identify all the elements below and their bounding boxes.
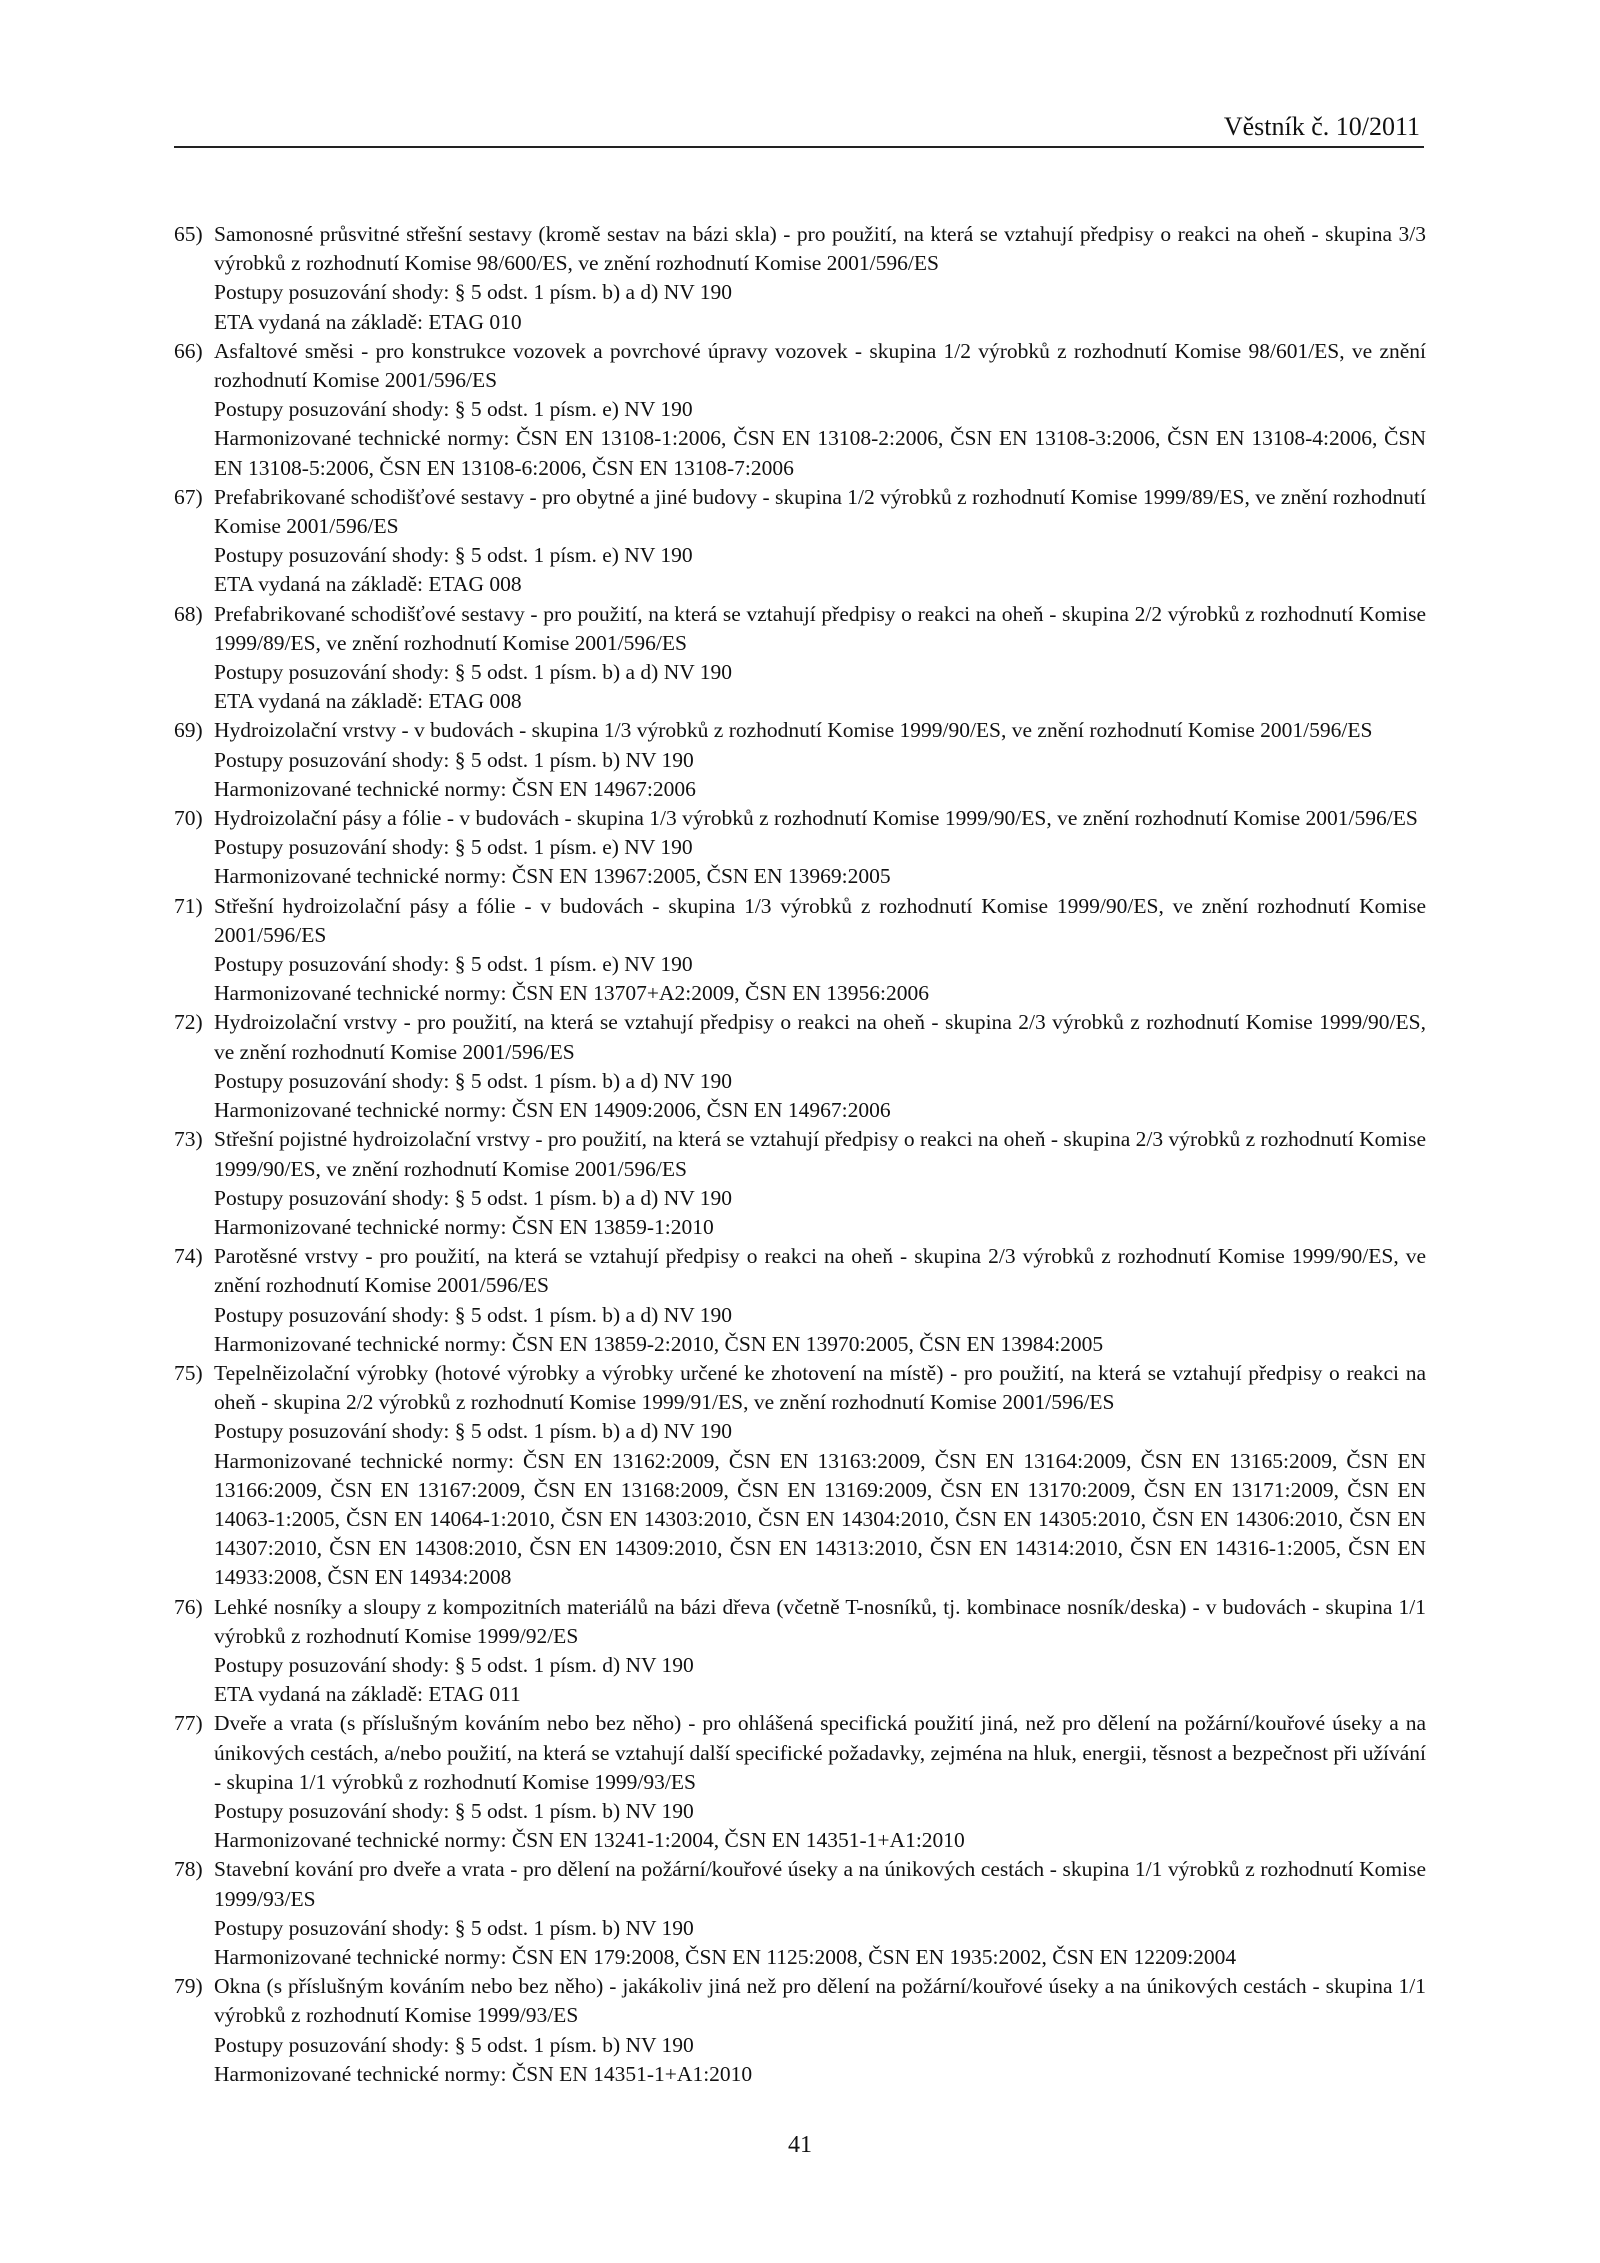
- standards-line: Harmonizované technické normy: ČSN EN 13859-1:2010: [214, 1214, 714, 1239]
- standards-line: Harmonizované technické normy: ČSN EN 13108-1:2006, ČSN EN 13108-2:2006, ČSN EN 13108-3:2006, ČSN EN 13108-4:2006, ČSN EN 13108-5:2006, ČSN EN 13108-6:2006, ČSN EN 13108-7:2006: [214, 426, 1426, 480]
- item-body: [214, 716, 1426, 804]
- conformity-assessment-line: Postupy posuzování shody: § 5 odst. 1 písm. e) NV 190: [214, 397, 693, 422]
- list-item: [174, 1593, 1426, 1710]
- item-body: [214, 1593, 1426, 1710]
- item-number: 68): [174, 601, 203, 626]
- item-description: Prefabrikované schodišťové sestavy - pro obytné a jiné budovy - skupina 1/2 výrobků z rozhodnutí Komise 1999/89/ES, ve znění rozhodnutí Komise 2001/596/ES: [214, 484, 1426, 539]
- list-item: [174, 1709, 1426, 1855]
- item-description: Dveře a vrata (s příslušným kováním nebo bez něho) - pro ohlášená specifická použití jiná, než pro dělení na požární/kouřové úseky a na únikových cestách, a/nebo použití, na která se vztahují další specifické požadavky, zejména na hluk, energii, těsnost a bezpečnost při užívání - skupina 1/1 výrobků z rozhodnutí Komise 1999/93/ES: [214, 1711, 1426, 1794]
- item-body: [214, 1008, 1426, 1125]
- conformity-assessment-line: Postupy posuzování shody: § 5 odst. 1 písm. b) a d) NV 190: [214, 1185, 732, 1210]
- list-item: [174, 1855, 1426, 1972]
- item-body: [214, 220, 1426, 337]
- standards-line: ETA vydaná na základě: ETAG 008: [214, 572, 522, 597]
- conformity-assessment-line: Postupy posuzování shody: § 5 odst. 1 písm. e) NV 190: [214, 952, 693, 977]
- item-body: [214, 892, 1426, 1009]
- list-item: [174, 1359, 1426, 1593]
- item-number: 70): [174, 806, 203, 831]
- item-description: Střešní pojistné hydroizolační vrstvy - pro použití, na která se vztahují předpisy o reakci na oheň - skupina 2/3 výrobků z rozhodnutí Komise 1999/90/ES, ve znění rozhodnutí Komise 2001/596/ES: [214, 1127, 1426, 1181]
- item-number: 74): [174, 1244, 203, 1269]
- standards-line: Harmonizované technické normy: ČSN EN 13162:2009, ČSN EN 13163:2009, ČSN EN 13164:2009, ČSN EN 13165:2009, ČSN EN 13166:2009, ČSN EN 13167:2009, ČSN EN 13168:2009, ČSN EN 13169:2009, ČSN EN 13170:2009, ČSN EN 13171:2009, ČSN EN 14063-1:2005, ČSN EN 14064-1:2010, ČSN EN 14303:2010, ČSN EN 14304:2010, ČSN EN 14305:2010, ČSN EN 14306:2010, ČSN EN 14307:2010, ČSN EN 14308:2010, ČSN EN 14309:2010, ČSN EN 14313:2010, ČSN EN 14314:2010, ČSN EN 14316-1:2005, ČSN EN 14933:2008, ČSN EN 14934:2008: [214, 1448, 1426, 1590]
- conformity-assessment-line: Postupy posuzování shody: § 5 odst. 1 písm. b) NV 190: [214, 2032, 694, 2057]
- item-description: Samonosné průsvitné střešní sestavy (kromě sestav na bázi skla) - pro použití, na která se vztahují předpisy o reakci na oheň - skupina 3/3 výrobků z rozhodnutí Komise 98/600/ES, ve znění rozhodnutí Komise 2001/596/ES: [214, 222, 1426, 276]
- item-description: Hydroizolační vrstvy - v budovách - skupina 1/3 výrobků z rozhodnutí Komise 1999/90/ES, ve znění rozhodnutí Komise 2001/596/ES: [214, 718, 1373, 743]
- standards-line: ETA vydaná na základě: ETAG 010: [214, 309, 522, 334]
- standards-line: Harmonizované technické normy: ČSN EN 14967:2006: [214, 776, 696, 801]
- list-item: [174, 804, 1426, 892]
- list-item: [174, 1008, 1426, 1125]
- item-body: [214, 1125, 1426, 1242]
- item-description: Střešní hydroizolační pásy a fólie - v budovách - skupina 1/3 výrobků z rozhodnutí Komise 1999/90/ES, ve znění rozhodnutí Komise 2001/596/ES: [214, 893, 1426, 947]
- conformity-assessment-line: Postupy posuzování shody: § 5 odst. 1 písm. e) NV 190: [214, 835, 693, 860]
- item-description: Hydroizolační vrstvy - pro použití, na která se vztahují předpisy o reakci na oheň - skupina 2/3 výrobků z rozhodnutí Komise 1999/90/ES, ve znění rozhodnutí Komise 2001/596/ES: [214, 1010, 1426, 1064]
- item-description: Hydroizolační pásy a fólie - v budovách - skupina 1/3 výrobků z rozhodnutí Komise 1999/90/ES, ve znění rozhodnutí Komise 2001/596/ES: [214, 806, 1418, 831]
- standards-line: Harmonizované technické normy: ČSN EN 14909:2006, ČSN EN 14967:2006: [214, 1098, 891, 1123]
- item-description: Okna (s příslušným kováním nebo bez něho) - jakákoliv jiná než pro dělení na požární/kouřové úseky a na únikových cestách - skupina 1/1 výrobků z rozhodnutí Komise 1999/93/ES: [214, 1974, 1426, 2028]
- item-body: [214, 1855, 1426, 1972]
- list-item: [174, 337, 1426, 483]
- item-number: 65): [174, 222, 203, 246]
- list-item: [174, 1125, 1426, 1242]
- conformity-assessment-line: Postupy posuzování shody: § 5 odst. 1 písm. e) NV 190: [214, 543, 693, 568]
- item-body: [214, 1359, 1426, 1593]
- list-item: [174, 220, 1426, 337]
- list-item: [174, 1972, 1426, 2089]
- standards-line: Harmonizované technické normy: ČSN EN 179:2008, ČSN EN 1125:2008, ČSN EN 1935:2002, ČSN EN 12209:2004: [214, 1944, 1237, 1969]
- page-number: 41: [788, 2132, 812, 2158]
- standards-line: ETA vydaná na základě: ETAG 011: [214, 1682, 521, 1707]
- item-body: [214, 804, 1426, 892]
- standards-line: Harmonizované technické normy: ČSN EN 14351-1+A1:2010: [214, 2061, 753, 2086]
- standards-line: Harmonizované technické normy: ČSN EN 13967:2005, ČSN EN 13969:2005: [214, 864, 891, 889]
- item-number: 69): [174, 718, 203, 743]
- item-number: 73): [174, 1127, 203, 1152]
- standards-line: Harmonizované technické normy: ČSN EN 13707+A2:2009, ČSN EN 13956:2006: [214, 981, 929, 1006]
- item-description: Parotěsné vrstvy - pro použití, na která se vztahují předpisy o reakci na oheň - skupina 2/3 výrobků z rozhodnutí Komise 1999/90/ES, ve znění rozhodnutí Komise 2001/596/ES: [214, 1244, 1426, 1298]
- list-item: [174, 483, 1426, 600]
- conformity-assessment-line: Postupy posuzování shody: § 5 odst. 1 písm. b) a d) NV 190: [214, 280, 732, 305]
- item-number: 75): [174, 1360, 203, 1385]
- item-number: 77): [174, 1711, 203, 1736]
- item-number: 76): [174, 1594, 203, 1619]
- conformity-assessment-line: Postupy posuzování shody: § 5 odst. 1 písm. b) a d) NV 190: [214, 1068, 732, 1093]
- item-body: [214, 1972, 1426, 2089]
- standards-line: ETA vydaná na základě: ETAG 008: [214, 689, 522, 714]
- item-list: [174, 220, 1426, 2089]
- conformity-assessment-line: Postupy posuzování shody: § 5 odst. 1 písm. d) NV 190: [214, 1652, 694, 1677]
- list-item: [174, 1242, 1426, 1359]
- item-description: Tepelněizolační výrobky (hotové výrobky a výrobky určené ke zhotovení na místě) - pro použití, na která se vztahují předpisy o reakci na oheň - skupina 2/2 výrobků z rozhodnutí Komise 1999/91/ES, ve znění rozhodnutí Komise 2001/596/ES: [214, 1360, 1426, 1415]
- conformity-assessment-line: Postupy posuzování shody: § 5 odst. 1 písm. b) a d) NV 190: [214, 660, 732, 685]
- conformity-assessment-line: Postupy posuzování shody: § 5 odst. 1 písm. b) NV 190: [214, 1798, 694, 1823]
- item-number: 72): [174, 1010, 203, 1035]
- item-number: 66): [174, 338, 203, 363]
- page-header: [174, 108, 1424, 148]
- item-body: [214, 1242, 1426, 1359]
- item-body: [214, 1709, 1426, 1855]
- journal-title: Věstník č. 10/2011: [1223, 112, 1420, 141]
- item-body: [214, 337, 1426, 483]
- item-body: [214, 600, 1426, 717]
- item-number: 71): [174, 893, 203, 918]
- item-description: Lehké nosníky a sloupy z kompozitních materiálů na bázi dřeva (včetně T-nosníků, tj. kombinace nosník/deska) - v budovách - skupina 1/1 výrobků z rozhodnutí Komise 1999/92/ES: [214, 1594, 1426, 1648]
- conformity-assessment-line: Postupy posuzování shody: § 5 odst. 1 písm. b) a d) NV 190: [214, 1302, 732, 1327]
- item-description: Stavební kování pro dveře a vrata - pro dělení na požární/kouřové úseky a na únikových cestách - skupina 1/1 výrobků z rozhodnutí Komise 1999/93/ES: [214, 1857, 1426, 1911]
- item-description: Prefabrikované schodišťové sestavy - pro použití, na která se vztahují předpisy o reakci na oheň - skupina 2/2 výrobků z rozhodnutí Komise 1999/89/ES, ve znění rozhodnutí Komise 2001/596/ES: [214, 601, 1426, 655]
- item-number: 78): [174, 1857, 203, 1882]
- conformity-assessment-line: Postupy posuzování shody: § 5 odst. 1 písm. b) NV 190: [214, 747, 694, 772]
- list-item: [174, 716, 1426, 804]
- item-number: 79): [174, 1974, 203, 1999]
- item-description: Asfaltové směsi - pro konstrukce vozovek a povrchové úpravy vozovek - skupina 1/2 výrobků z rozhodnutí Komise 98/601/ES, ve znění rozhodnutí Komise 2001/596/ES: [214, 338, 1426, 393]
- conformity-assessment-line: Postupy posuzování shody: § 5 odst. 1 písm. b) a d) NV 190: [214, 1419, 732, 1444]
- item-number: 67): [174, 484, 203, 509]
- item-body: [214, 483, 1426, 600]
- list-item: [174, 892, 1426, 1009]
- standards-line: Harmonizované technické normy: ČSN EN 13241-1:2004, ČSN EN 14351-1+A1:2010: [214, 1828, 965, 1853]
- conformity-assessment-line: Postupy posuzování shody: § 5 odst. 1 písm. b) NV 190: [214, 1915, 694, 1940]
- list-item: [174, 600, 1426, 717]
- standards-line: Harmonizované technické normy: ČSN EN 13859-2:2010, ČSN EN 13970:2005, ČSN EN 13984:2005: [214, 1331, 1104, 1356]
